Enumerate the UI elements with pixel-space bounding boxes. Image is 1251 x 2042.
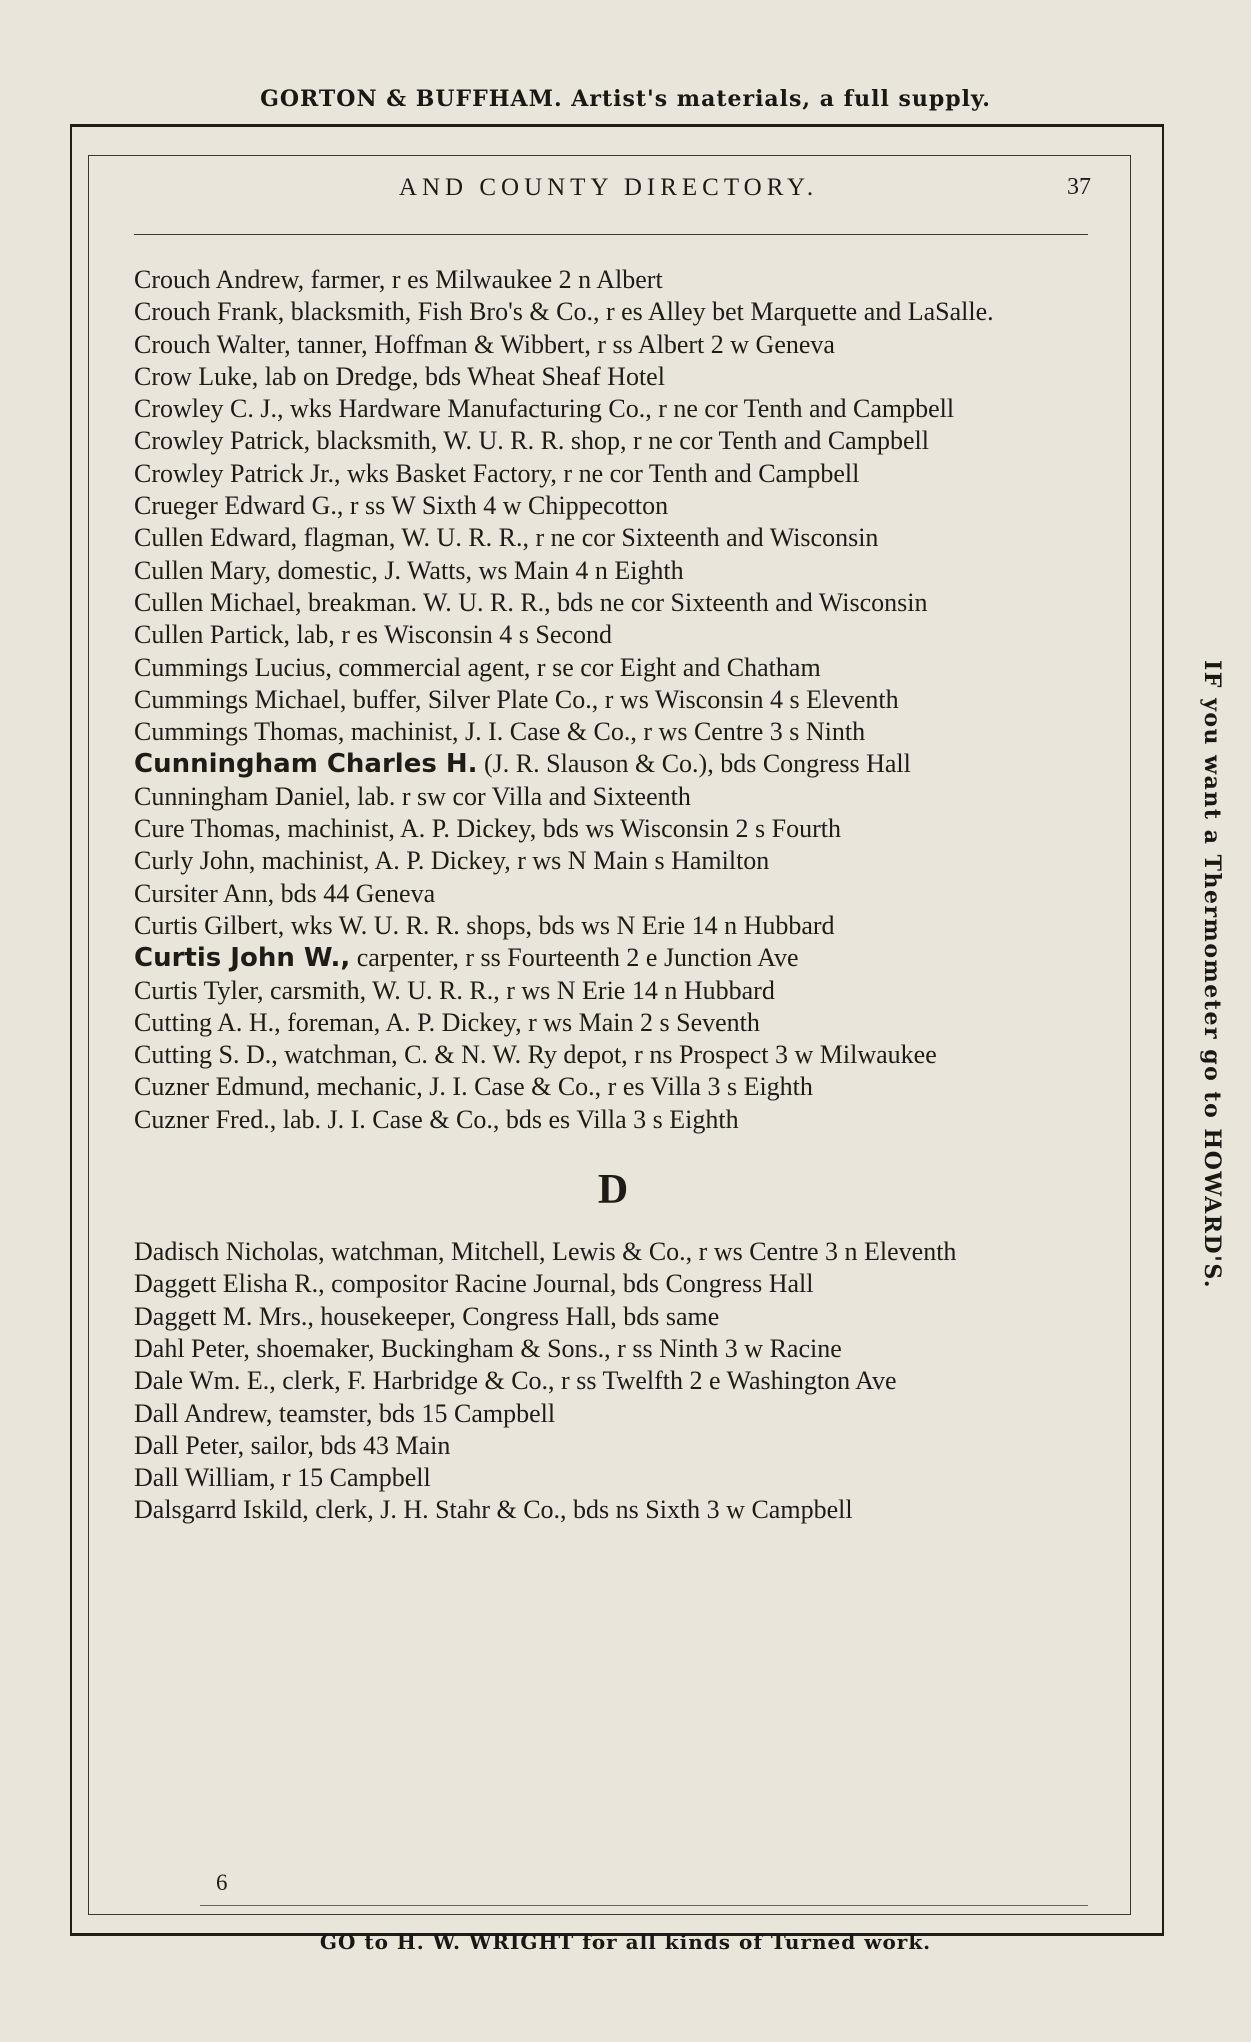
entry-text: Dadisch Nicholas, watchman, Mitchell, Lewis & Co., r ws Centre 3 n Eleventh: [134, 1237, 957, 1267]
entry-text: Curly John, machinist, A. P. Dickey, r ws N Main s Hamilton: [134, 846, 770, 876]
entry-text: Cunningham Daniel, lab. r sw cor Villa and Sixteenth: [134, 781, 691, 811]
directory-entry: [134, 845, 1092, 877]
entry-text: Dall William, r 15 Campbell: [134, 1463, 431, 1493]
signature-mark: 6: [216, 1870, 228, 1895]
directory-entry: [134, 1071, 1092, 1103]
directory-entry: [134, 619, 1092, 651]
entry-text: Curtis Tyler, carsmith, W. U. R. R., r ws N Erie 14 n Hubbard: [134, 975, 775, 1005]
entry-text: Cummings Thomas, machinist, J. I. Case & Co., r ws Centre 3 s Ninth: [134, 717, 866, 747]
entry-text: Crow Luke, lab on Dredge, bds Wheat Sheaf Hotel: [134, 361, 665, 391]
entry-text: Cutting S. D., watchman, C. & N. W. Ry depot, r ns Prospect 3 w Milwaukee: [134, 1040, 937, 1070]
directory-entry: [134, 652, 1092, 684]
entry-text: Cursiter Ann, bds 44 Geneva: [134, 878, 436, 908]
directory-entry: [134, 264, 1092, 296]
directory-entry: [134, 1104, 1092, 1136]
directory-entry: [134, 781, 1092, 813]
entry-name-bold: Curtis John W.,: [134, 943, 351, 974]
directory-entry: [134, 425, 1092, 457]
directory-entry: [134, 458, 1092, 490]
directory-entry: [134, 813, 1092, 845]
directory-entry: [134, 522, 1092, 554]
directory-entry: [134, 1398, 1092, 1430]
page-number: 37: [1067, 174, 1091, 200]
entry-text: Cullen Mary, domestic, J. Watts, ws Main 4 n Eighth: [134, 555, 684, 585]
entry-text: Curtis Gilbert, wks W. U. R. R. shops, bds ws N Erie 14 n Hubbard: [134, 910, 835, 940]
entry-text: Cummings Lucius, commercial agent, r se cor Eight and Chatham: [134, 652, 821, 682]
directory-entry: [134, 1268, 1092, 1300]
directory-entry: [134, 490, 1092, 522]
entry-text: (J. R. Slauson & Co.), bds Congress Hall: [477, 749, 911, 779]
entry-text: Crowley C. J., wks Hardware Manufacturing Co., r ne cor Tenth and Campbell: [134, 394, 955, 424]
directory-entry: [134, 975, 1092, 1007]
entries-d-list: [134, 1236, 1092, 1527]
entry-text: Crowley Patrick Jr., wks Basket Factory, r ne cor Tenth and Campbell: [134, 458, 860, 488]
side-advertisement: IF you want a Thermometer go to HOWARD'S.: [1199, 660, 1225, 1290]
bottom-rule: [200, 1905, 1088, 1906]
entry-text: Cuzner Fred., lab. J. I. Case & Co., bds es Villa 3 s Eighth: [134, 1104, 739, 1134]
directory-entry: [134, 1301, 1092, 1333]
entry-text: Dall Andrew, teamster, bds 15 Campbell: [134, 1398, 556, 1428]
directory-entry: [134, 296, 1092, 328]
directory-entry: [134, 1236, 1092, 1268]
directory-entry: [134, 942, 1092, 974]
entry-text: Cullen Edward, flagman, W. U. R. R., r ne cor Sixteenth and Wisconsin: [134, 523, 879, 553]
directory-entry: [134, 361, 1092, 393]
entry-name-bold: Cunningham Charles H.: [134, 749, 478, 780]
entry-text: Dale Wm. E., clerk, F. Harbridge & Co., r ss Twelfth 2 e Washington Ave: [134, 1366, 897, 1396]
bottom-advertisement: GO to H. W. WRIGHT for all kinds of Turned work.: [319, 1930, 932, 1954]
entry-text: Daggett M. Mrs., housekeeper, Congress Hall, bds same: [134, 1301, 720, 1331]
directory-entries: [134, 264, 1092, 1527]
entry-text: Cullen Partick, lab, r es Wisconsin 4 s Second: [134, 620, 612, 650]
directory-entry: [134, 1333, 1092, 1365]
directory-entry: [134, 1430, 1092, 1462]
directory-entry: [134, 716, 1092, 748]
directory-entry: [134, 684, 1092, 716]
top-advertisement: GORTON & BUFFHAM. Artist's materials, a full supply.: [260, 86, 991, 112]
entry-text: Dalsgarrd Iskild, clerk, J. H. Stahr & Co., bds ns Sixth 3 w Campbell: [134, 1495, 853, 1525]
directory-entry: [134, 587, 1092, 619]
entry-text: Cuzner Edmund, mechanic, J. I. Case & Co., r es Villa 3 s Eighth: [134, 1072, 813, 1102]
entry-text: Crouch Frank, blacksmith, Fish Bro's & Co., r es Alley bet Marquette and LaSalle.: [134, 297, 994, 327]
entries-c-list: [134, 264, 1092, 1136]
directory-entry: [134, 1494, 1092, 1526]
directory-entry: [134, 1365, 1092, 1397]
entry-text: Crouch Andrew, farmer, r es Milwaukee 2 n Albert: [134, 265, 663, 294]
directory-entry: [134, 1039, 1092, 1071]
running-header: [88, 170, 1129, 210]
directory-entry: [134, 910, 1092, 942]
header-rule: [134, 234, 1088, 235]
entry-text: carpenter, r ss Fourteenth 2 e Junction Ave: [350, 943, 799, 973]
entry-text: Cullen Michael, breakman. W. U. R. R., bds ne cor Sixteenth and Wisconsin: [134, 587, 928, 617]
section-letter: D: [597, 1167, 629, 1214]
entry-text: Daggett Elisha R., compositor Racine Journal, bds Congress Hall: [134, 1269, 814, 1299]
directory-entry: [134, 748, 1092, 780]
entry-text: Cummings Michael, buffer, Silver Plate Co., r ws Wisconsin 4 s Eleventh: [134, 684, 899, 714]
directory-entry: [134, 393, 1092, 425]
directory-entry: [134, 329, 1092, 361]
directory-entry: [134, 1462, 1092, 1494]
entry-text: Cure Thomas, machinist, A. P. Dickey, bds ws Wisconsin 2 s Fourth: [134, 814, 841, 844]
directory-entry: [134, 555, 1092, 587]
entry-text: Crowley Patrick, blacksmith, W. U. R. R. shop, r ne cor Tenth and Campbell: [134, 426, 929, 456]
entry-text: Dall Peter, sailor, bds 43 Main: [134, 1430, 451, 1460]
entry-text: Cutting A. H., foreman, A. P. Dickey, r ws Main 2 s Seventh: [134, 1007, 760, 1037]
directory-entry: [134, 878, 1092, 910]
directory-entry: [134, 1007, 1092, 1039]
entry-text: Crueger Edward G., r ss W Sixth 4 w Chippecotton: [134, 491, 669, 521]
entry-text: Dahl Peter, shoemaker, Buckingham & Sons., r ss Ninth 3 w Racine: [134, 1333, 842, 1363]
header-title: AND COUNTY DIRECTORY.: [398, 174, 819, 201]
entry-text: Crouch Walter, tanner, Hoffman & Wibbert, r ss Albert 2 w Geneva: [134, 329, 835, 359]
